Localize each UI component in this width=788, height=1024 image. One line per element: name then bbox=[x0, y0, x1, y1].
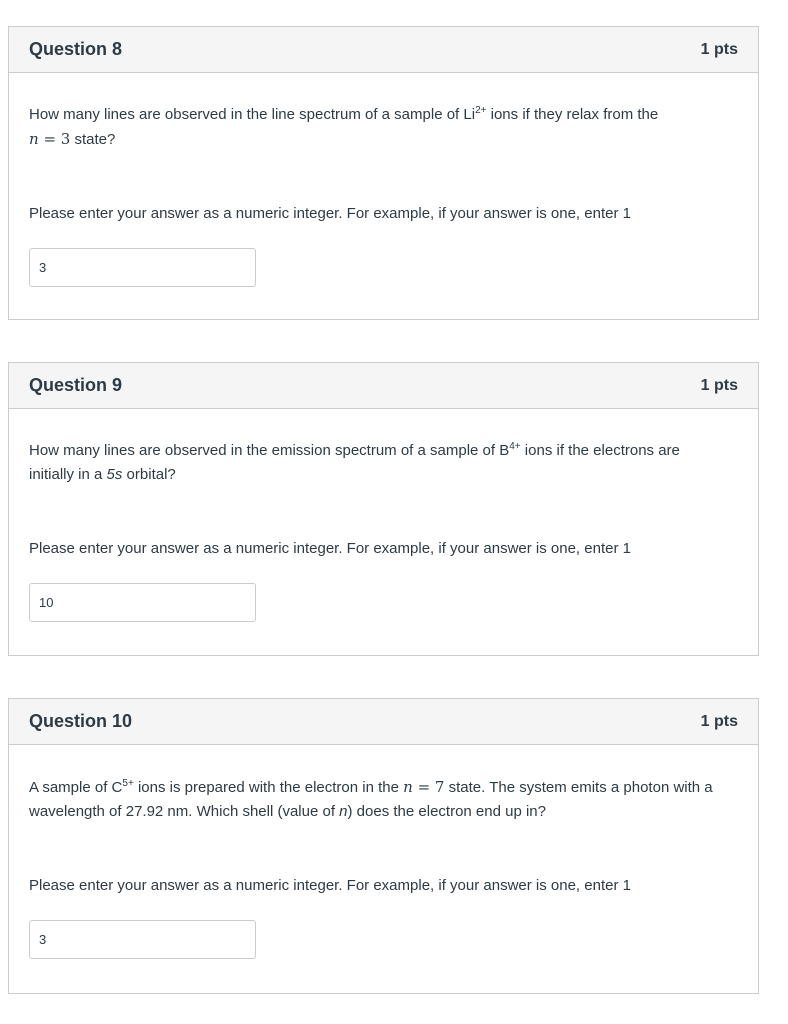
question-text-part: state? bbox=[70, 131, 116, 148]
orbital-label: 5s bbox=[106, 466, 123, 483]
question-body bbox=[9, 745, 758, 959]
math-expression bbox=[403, 778, 444, 796]
question-10-card bbox=[8, 698, 759, 994]
math-variable: n bbox=[403, 778, 413, 796]
ion-charge-superscript: 5+ bbox=[122, 778, 134, 789]
question-body bbox=[9, 73, 758, 287]
answer-instructions: Please enter your answer as a numeric integer. For example, if your answer is one, enter 1 bbox=[29, 540, 631, 557]
variable-n: n bbox=[339, 803, 348, 820]
question-text-part: ions if they relax from the bbox=[486, 106, 659, 123]
answer-input[interactable] bbox=[29, 920, 256, 959]
question-text-part: How many lines are observed in the line spectrum of a sample of Li bbox=[29, 106, 476, 123]
answer-input[interactable] bbox=[29, 248, 256, 287]
question-8-card bbox=[8, 26, 759, 320]
question-title: Question 10 bbox=[29, 711, 133, 731]
ion-charge-superscript: 4+ bbox=[509, 441, 521, 452]
question-header bbox=[9, 363, 758, 409]
question-header bbox=[9, 699, 758, 745]
question-points: 1 pts bbox=[700, 40, 738, 58]
question-text-part: ) does the electron end up in? bbox=[347, 803, 546, 820]
question-points: 1 pts bbox=[700, 376, 738, 394]
question-text bbox=[29, 103, 729, 152]
math-variable: n bbox=[29, 130, 39, 148]
question-text bbox=[29, 439, 729, 487]
answer-instructions: Please enter your answer as a numeric integer. For example, if your answer is one, enter 1 bbox=[29, 877, 631, 894]
question-points: 1 pts bbox=[700, 712, 738, 730]
question-body bbox=[9, 409, 758, 622]
question-text-part: A sample of C bbox=[29, 779, 123, 796]
question-text bbox=[29, 775, 729, 824]
math-expression bbox=[29, 130, 70, 148]
ion-charge-superscript: 2+ bbox=[475, 105, 487, 116]
question-title: Question 8 bbox=[29, 39, 123, 59]
answer-input[interactable] bbox=[29, 583, 256, 622]
math-value: 7 bbox=[434, 778, 445, 796]
question-text-part: ions if the electrons are initially in a bbox=[29, 442, 680, 483]
question-text-part: How many lines are observed in the emission spectrum of a sample of B bbox=[29, 442, 510, 459]
question-9-card bbox=[8, 362, 759, 656]
answer-instructions: Please enter your answer as a numeric integer. For example, if your answer is one, enter 1 bbox=[29, 205, 631, 222]
question-text-part: state. The system emits a photon with a wavelength of 27.92 nm. Which shell (value of bbox=[29, 779, 713, 820]
question-title: Question 9 bbox=[29, 375, 123, 395]
math-equals: = bbox=[38, 130, 61, 148]
math-equals: = bbox=[412, 778, 435, 796]
question-text-part: orbital? bbox=[122, 466, 176, 483]
question-header bbox=[9, 27, 758, 73]
question-text-part: ions is prepared with the electron in the bbox=[133, 779, 404, 796]
math-value: 3 bbox=[60, 130, 71, 148]
